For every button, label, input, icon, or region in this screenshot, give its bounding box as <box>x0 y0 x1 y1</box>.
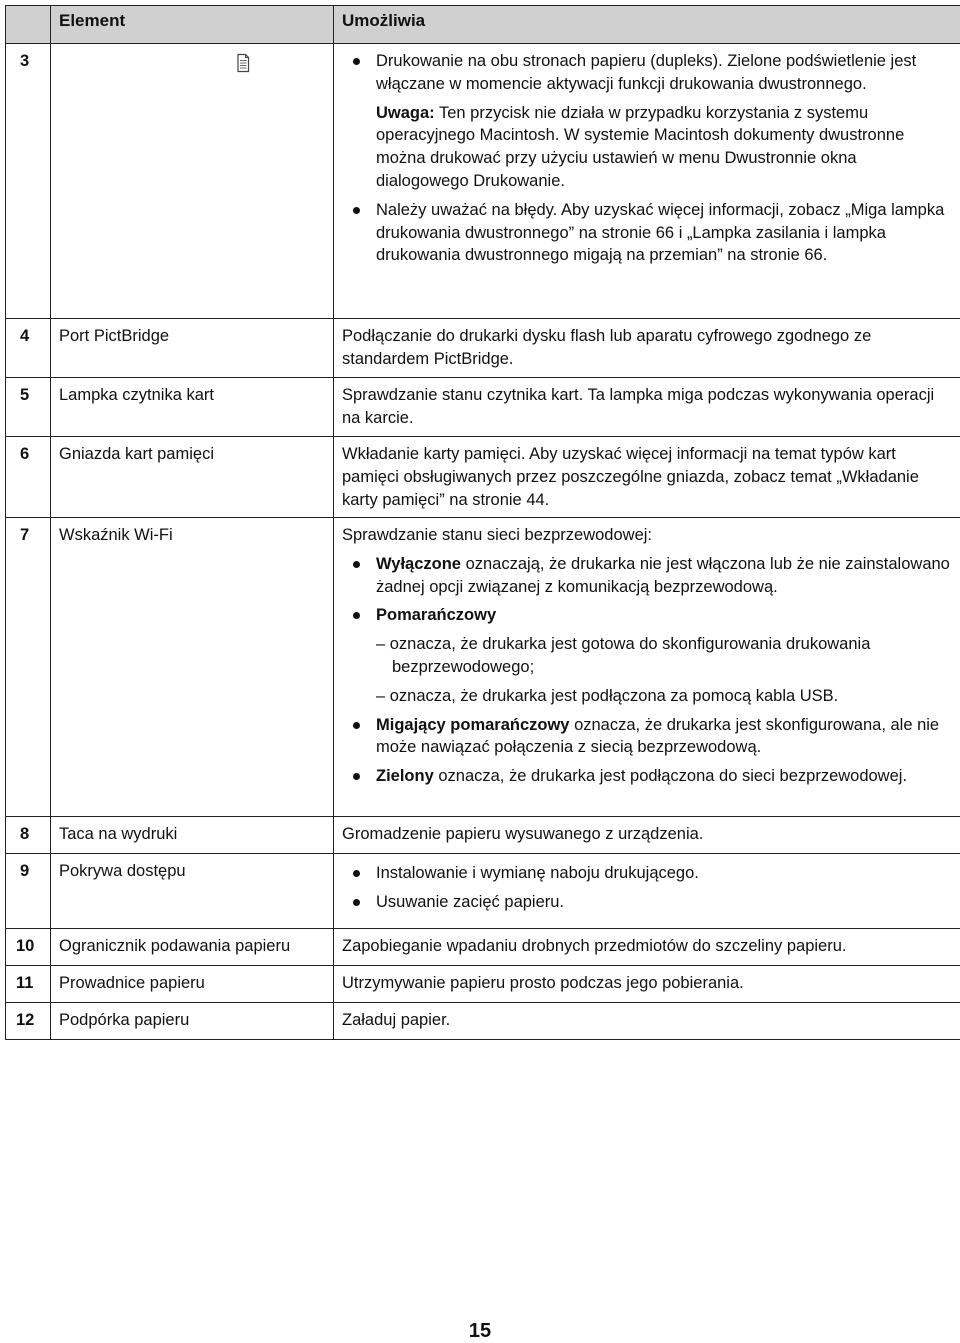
header-number-cell <box>6 6 51 44</box>
element-cell <box>51 44 334 319</box>
table-row <box>6 966 960 1003</box>
description-cell: Zapobieganie wpadaniu drobnych przedmiotów do szczeliny papieru. <box>334 929 960 966</box>
table-row <box>6 378 960 437</box>
row-number: 9 <box>6 854 51 929</box>
row-number: 7 <box>6 518 51 817</box>
element-cell: Lampka czytnika kart <box>51 378 334 437</box>
row-number: 10 <box>6 929 51 966</box>
bullet-icon <box>353 58 360 65</box>
bullet-icon <box>353 722 360 729</box>
table-row <box>6 437 960 518</box>
row-number: 8 <box>6 817 51 854</box>
sub-item: – oznacza, że drukarka jest gotowa do skonfigurowania drukowania bezprzewodowego; <box>376 633 952 679</box>
element-cell: Podpórka papieru <box>51 1003 334 1040</box>
row-number: 12 <box>6 1003 51 1040</box>
wifi-intro: Sprawdzanie stanu sieci bezprzewodowej: <box>342 524 952 547</box>
description-cell <box>334 44 960 319</box>
row-number: 4 <box>6 319 51 378</box>
table-row <box>6 929 960 966</box>
list-item: Instalowanie i wymianę naboju drukującego. <box>342 862 952 885</box>
header-element: Element <box>51 6 334 44</box>
element-cell: Ogranicznik podawania papieru <box>51 929 334 966</box>
description-cell: Sprawdzanie stanu czytnika kart. Ta lampka miga podczas wykonywania operacji na karcie. <box>334 378 960 437</box>
description-cell: Wkładanie karty pamięci. Aby uzyskać więcej informacji na temat typów kart pamięci obsługiwanych przez poszczególne gniazda, zobacz temat „Wkładanie karty pamięci” na stronie 44. <box>334 437 960 518</box>
note <box>376 102 952 193</box>
list-item: Należy uważać na błędy. Aby uzyskać więcej informacji, zobacz „Miga lampka drukowania dwustronnego” na stronie 66 i „Lampka zasilania i lampka drukowania dwustronnego migają na przemian” na stronie 66. <box>342 199 952 267</box>
table-row <box>6 817 960 854</box>
page-number: 15 <box>0 1320 960 1343</box>
bullet-icon <box>353 561 360 568</box>
bullet-icon <box>353 207 360 214</box>
row-number: 3 <box>6 44 51 319</box>
description-cell: Załaduj papier. <box>334 1003 960 1040</box>
list-item: Drukowanie na obu stronach papieru (dupleks). Zielone podświetlenie jest włączane w momencie aktywacji funkcji drukowania dwustronnego. Uwaga: Ten przycisk nie działa w przypadku korzystania z systemu operacyjnego Macintosh. W systemie Macintosh dokumenty dwustronne można drukować przy użyciu ustawień w menu Dwustronnie okna dialogowego Drukowanie. <box>342 50 952 193</box>
table-row <box>6 1003 960 1040</box>
bullet-icon <box>353 899 360 906</box>
element-cell: Port PictBridge <box>51 319 334 378</box>
header-enables: Umożliwia <box>334 6 960 44</box>
element-cell: Pokrywa dostępu <box>51 854 334 929</box>
element-cell: Taca na wydruki <box>51 817 334 854</box>
list-item: Migający pomarańczowy oznacza, że drukarka jest skonfigurowana, ale nie może nawiązać połączenia z siecią bezprzewodową. <box>342 714 952 760</box>
description-cell <box>334 854 960 929</box>
description-cell <box>334 518 960 817</box>
row-number: 6 <box>6 437 51 518</box>
bullet-icon <box>353 870 360 877</box>
element-cell: Wskaźnik Wi-Fi <box>51 518 334 817</box>
bullet-icon <box>353 612 360 619</box>
note-text: Ten przycisk nie działa w przypadku korzystania z systemu operacyjnego Macintosh. W systemie Macintosh dokumenty dwustronne można drukować przy użyciu ustawień w menu Dwustronnie okna dialogowego Drukowanie. <box>376 104 904 190</box>
row-number: 5 <box>6 378 51 437</box>
note-label: Uwaga: <box>376 104 435 122</box>
list-item: Pomarańczowy – oznacza, że drukarka jest gotowa do skonfigurowania drukowania bezprzewodowego; – oznacza, że drukarka jest podłączona za pomocą kabla USB. <box>342 604 952 707</box>
description-cell: Podłączanie do drukarki dysku flash lub aparatu cyfrowego zgodnego ze standardem PictBridge. <box>334 319 960 378</box>
element-cell: Prowadnice papieru <box>51 966 334 1003</box>
bullet-icon <box>353 773 360 780</box>
description-cell: Gromadzenie papieru wysuwanego z urządzenia. <box>334 817 960 854</box>
table-header-row <box>6 6 960 44</box>
list-item: Zielony oznacza, że drukarka jest podłączona do sieci bezprzewodowej. <box>342 765 952 788</box>
sub-item: – oznacza, że drukarka jest podłączona za pomocą kabla USB. <box>376 685 952 708</box>
duplex-page-icon <box>233 53 253 73</box>
table-row <box>6 518 960 817</box>
list-item: Wyłączone oznaczają, że drukarka nie jest włączona lub że nie zainstalowano żadnej opcji związanej z komunikacją bezprzewodową. <box>342 553 952 599</box>
description-cell: Utrzymywanie papieru prosto podczas jego pobierania. <box>334 966 960 1003</box>
component-table <box>5 5 960 1040</box>
row-number: 11 <box>6 966 51 1003</box>
table-row <box>6 44 960 319</box>
table-row <box>6 319 960 378</box>
table-row <box>6 854 960 929</box>
list-item: Usuwanie zacięć papieru. <box>342 891 952 914</box>
element-cell: Gniazda kart pamięci <box>51 437 334 518</box>
